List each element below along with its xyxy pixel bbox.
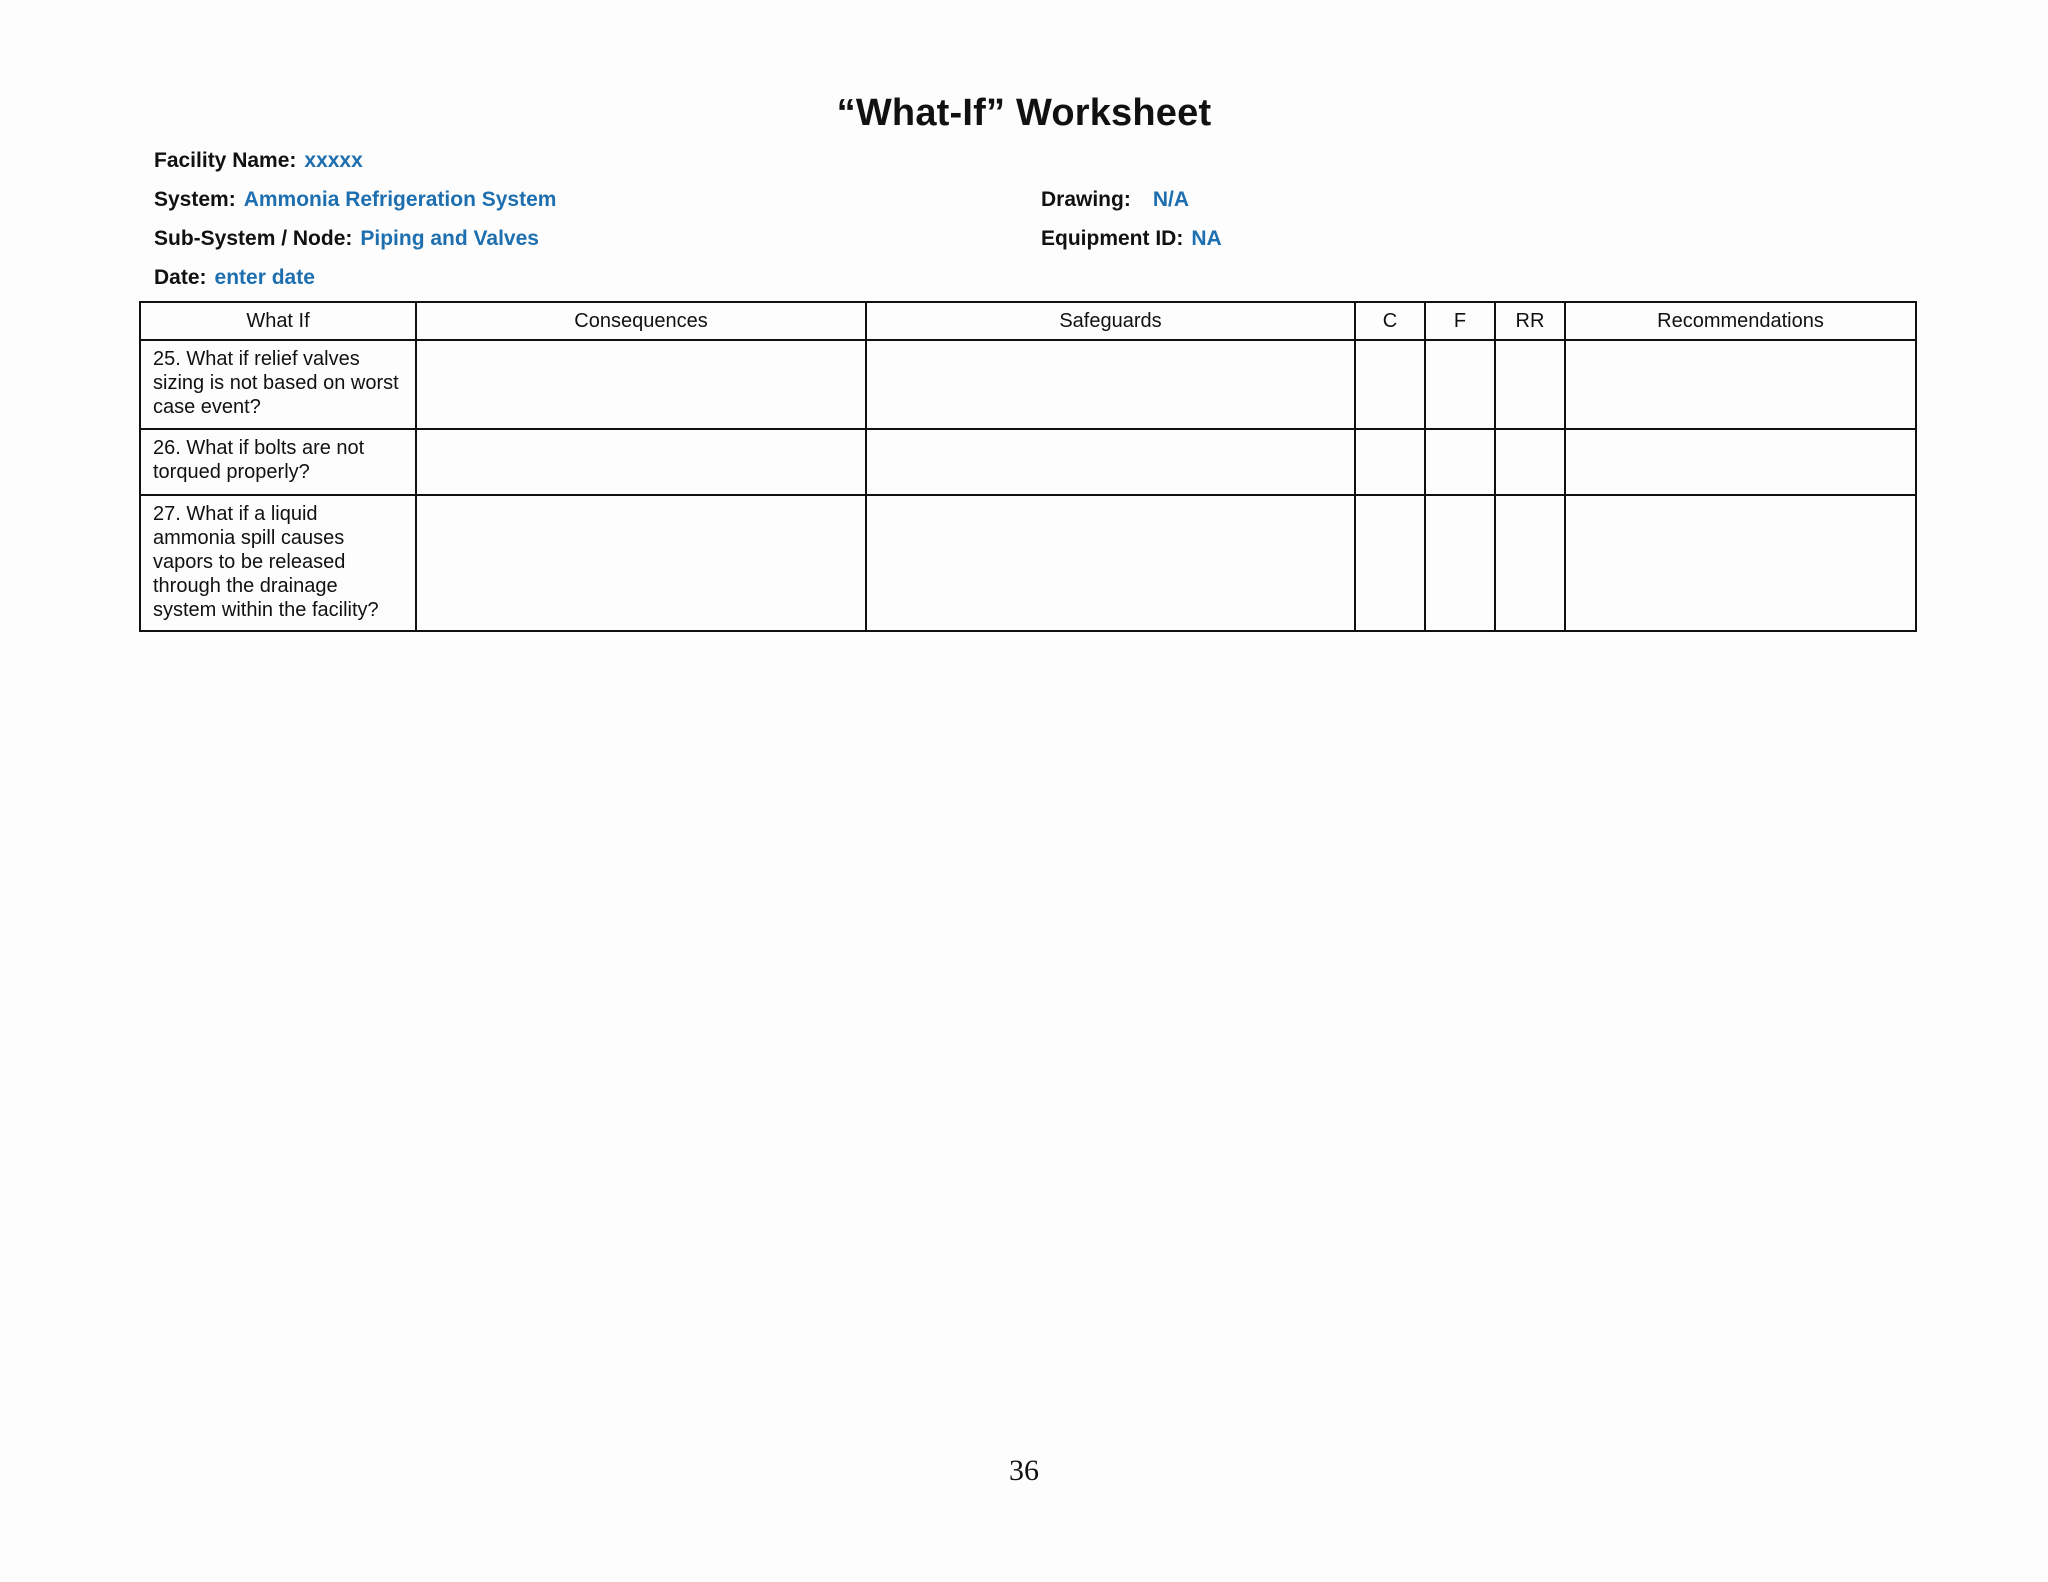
- table-row: [140, 340, 1916, 429]
- c-cell[interactable]: [1355, 340, 1425, 429]
- rr-cell[interactable]: [1495, 495, 1565, 631]
- what-if-cell: 25. What if relief valves sizing is not based on worst case event?: [140, 340, 416, 429]
- system-value: Ammonia Refrigeration System: [243, 188, 557, 211]
- recommendations-cell[interactable]: [1565, 429, 1916, 495]
- table-row: [140, 495, 1916, 631]
- system-row: [154, 188, 556, 212]
- what-if-table: [139, 301, 1917, 632]
- drawing-value: N/A: [1152, 188, 1190, 211]
- system-label: System:: [154, 188, 236, 211]
- f-cell[interactable]: [1425, 340, 1495, 429]
- page-number: 36: [1009, 1454, 1039, 1487]
- date-row: [154, 266, 315, 290]
- column-header-recommendations: Recommendations: [1565, 302, 1916, 340]
- c-cell[interactable]: [1355, 429, 1425, 495]
- column-header-rr: RR: [1495, 302, 1565, 340]
- column-header-f: F: [1425, 302, 1495, 340]
- subsystem-value: Piping and Valves: [360, 227, 539, 250]
- subsystem-row: [154, 227, 539, 251]
- equipment-id-value: NA: [1191, 227, 1222, 250]
- table-header-row: [140, 302, 1916, 340]
- safeguards-cell[interactable]: [866, 340, 1355, 429]
- date-value: enter date: [214, 266, 315, 289]
- f-cell[interactable]: [1425, 495, 1495, 631]
- consequences-cell[interactable]: [416, 495, 866, 631]
- rr-cell[interactable]: [1495, 340, 1565, 429]
- safeguards-cell[interactable]: [866, 495, 1355, 631]
- recommendations-cell[interactable]: [1565, 340, 1916, 429]
- column-header-consequences: Consequences: [416, 302, 866, 340]
- equipment-id-row: [1041, 227, 1222, 251]
- page-title: “What-If” Worksheet: [836, 92, 1212, 134]
- recommendations-cell[interactable]: [1565, 495, 1916, 631]
- rr-cell[interactable]: [1495, 429, 1565, 495]
- equipment-id-label: Equipment ID:: [1041, 227, 1184, 250]
- table-row: [140, 429, 1916, 495]
- drawing-label: Drawing:: [1041, 188, 1131, 211]
- facility-name-row: [154, 149, 363, 173]
- consequences-cell[interactable]: [416, 429, 866, 495]
- facility-name-label: Facility Name:: [154, 149, 297, 172]
- subsystem-label: Sub-System / Node:: [154, 227, 353, 250]
- f-cell[interactable]: [1425, 429, 1495, 495]
- column-header-c: C: [1355, 302, 1425, 340]
- drawing-row: [1041, 188, 1189, 212]
- safeguards-cell[interactable]: [866, 429, 1355, 495]
- c-cell[interactable]: [1355, 495, 1425, 631]
- column-header-safeguards: Safeguards: [866, 302, 1355, 340]
- what-if-cell: 26. What if bolts are not torqued properly?: [140, 429, 416, 495]
- column-header-what-if: What If: [140, 302, 416, 340]
- facility-name-value: xxxxx: [304, 149, 363, 172]
- consequences-cell[interactable]: [416, 340, 866, 429]
- what-if-cell: 27. What if a liquid ammonia spill causes vapors to be released through the drainage system within the facility?: [140, 495, 416, 631]
- date-label: Date:: [154, 266, 207, 289]
